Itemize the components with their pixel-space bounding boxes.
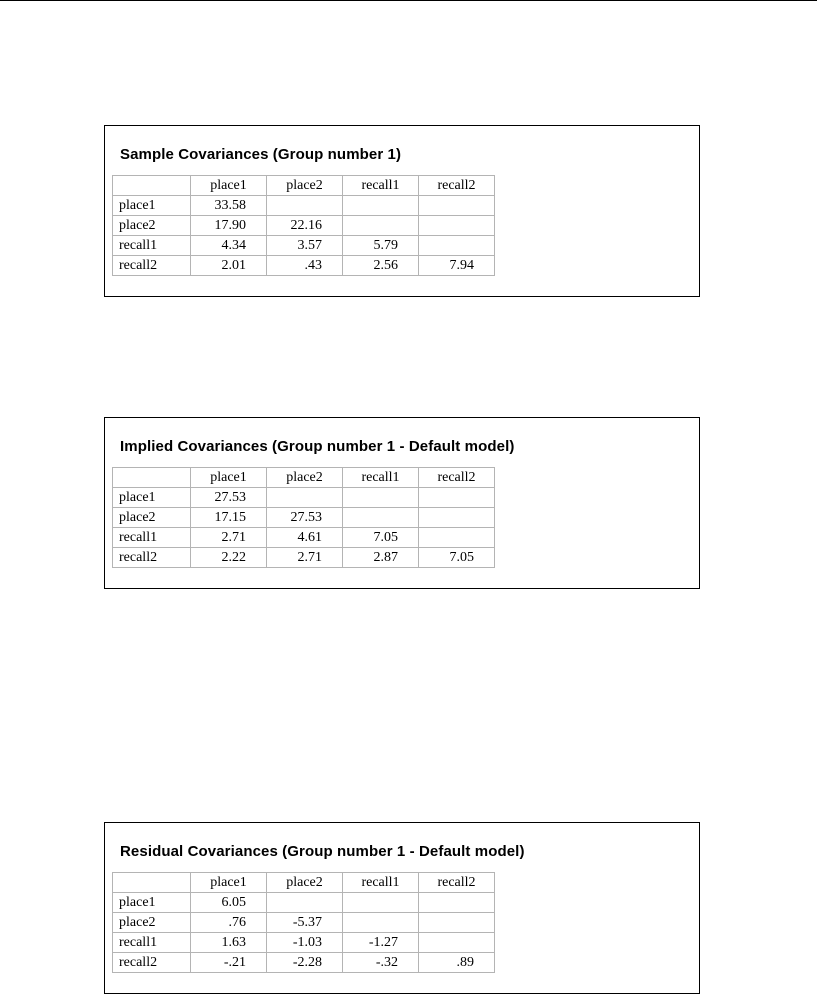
column-header: recall2 [419,176,495,196]
column-header: place1 [191,873,267,893]
table-cell: 1.63 [191,933,267,953]
table-cell [419,528,495,548]
table-row [113,256,495,276]
table-row [113,893,495,913]
corner-cell [113,176,191,196]
sample-covariances-table [112,175,495,276]
table-cell: 6.05 [191,893,267,913]
table-cell [267,893,343,913]
table-cell [267,488,343,508]
table-cell: 2.87 [343,548,419,568]
table-cell: 7.94 [419,256,495,276]
row-header: place2 [113,913,191,933]
table-row [113,953,495,973]
table-row [113,913,495,933]
implied-covariances-panel [104,417,700,589]
table-cell: 17.15 [191,508,267,528]
table-cell: 2.71 [191,528,267,548]
column-header: recall1 [343,468,419,488]
table-cell: 2.71 [267,548,343,568]
table-cell: 2.56 [343,256,419,276]
column-header: recall1 [343,873,419,893]
table-row [113,488,495,508]
table-cell: -.21 [191,953,267,973]
table-cell: 27.53 [267,508,343,528]
column-header: recall1 [343,176,419,196]
table-cell [419,893,495,913]
top-rule [0,0,817,1]
table-cell [343,216,419,236]
panel-title: Sample Covariances (Group number 1) [120,146,402,163]
row-header: recall1 [113,528,191,548]
table-cell: 3.57 [267,236,343,256]
table-cell: 33.58 [191,196,267,216]
table-cell: 17.90 [191,216,267,236]
table-cell [343,508,419,528]
table-cell [343,488,419,508]
table-row [113,196,495,216]
column-header: recall2 [419,873,495,893]
corner-cell [113,468,191,488]
implied-covariances-table [112,467,495,568]
row-header: recall1 [113,236,191,256]
table-cell [419,913,495,933]
table-cell [419,196,495,216]
table-cell: .89 [419,953,495,973]
residual-covariances-table [112,872,495,973]
table-cell: 7.05 [343,528,419,548]
table-row [113,216,495,236]
row-header: recall1 [113,933,191,953]
row-header: place2 [113,216,191,236]
table-cell: -2.28 [267,953,343,973]
table-cell: 5.79 [343,236,419,256]
sample-covariances-panel [104,125,700,297]
row-header: place2 [113,508,191,528]
column-header: place1 [191,176,267,196]
table-row [113,528,495,548]
row-header: recall2 [113,953,191,973]
residual-covariances-panel [104,822,700,994]
table-cell: 22.16 [267,216,343,236]
table-row [113,933,495,953]
panel-title: Implied Covariances (Group number 1 - Default model) [120,438,515,455]
table-cell: 4.34 [191,236,267,256]
table-cell [419,508,495,528]
table-cell [343,893,419,913]
table-cell: -5.37 [267,913,343,933]
column-header: place2 [267,176,343,196]
table-cell: 2.01 [191,256,267,276]
table-row [113,508,495,528]
table-row [113,548,495,568]
table-cell: -.32 [343,953,419,973]
row-header: place1 [113,893,191,913]
row-header: recall2 [113,548,191,568]
table-cell [419,933,495,953]
table-cell [267,196,343,216]
row-header: place1 [113,488,191,508]
column-header: place1 [191,468,267,488]
table-cell: .76 [191,913,267,933]
table-cell: -1.27 [343,933,419,953]
table-cell: -1.03 [267,933,343,953]
table-cell: 7.05 [419,548,495,568]
column-header: place2 [267,468,343,488]
column-header: recall2 [419,468,495,488]
table-header-row [113,176,495,196]
table-header-row [113,873,495,893]
corner-cell [113,873,191,893]
table-cell [419,216,495,236]
table-cell [419,488,495,508]
table-cell [343,196,419,216]
table-row [113,236,495,256]
table-cell [343,913,419,933]
table-cell: 4.61 [267,528,343,548]
row-header: recall2 [113,256,191,276]
table-header-row [113,468,495,488]
table-cell: .43 [267,256,343,276]
table-cell: 27.53 [191,488,267,508]
column-header: place2 [267,873,343,893]
table-cell: 2.22 [191,548,267,568]
table-cell [419,236,495,256]
row-header: place1 [113,196,191,216]
panel-title: Residual Covariances (Group number 1 - Default model) [120,843,525,860]
